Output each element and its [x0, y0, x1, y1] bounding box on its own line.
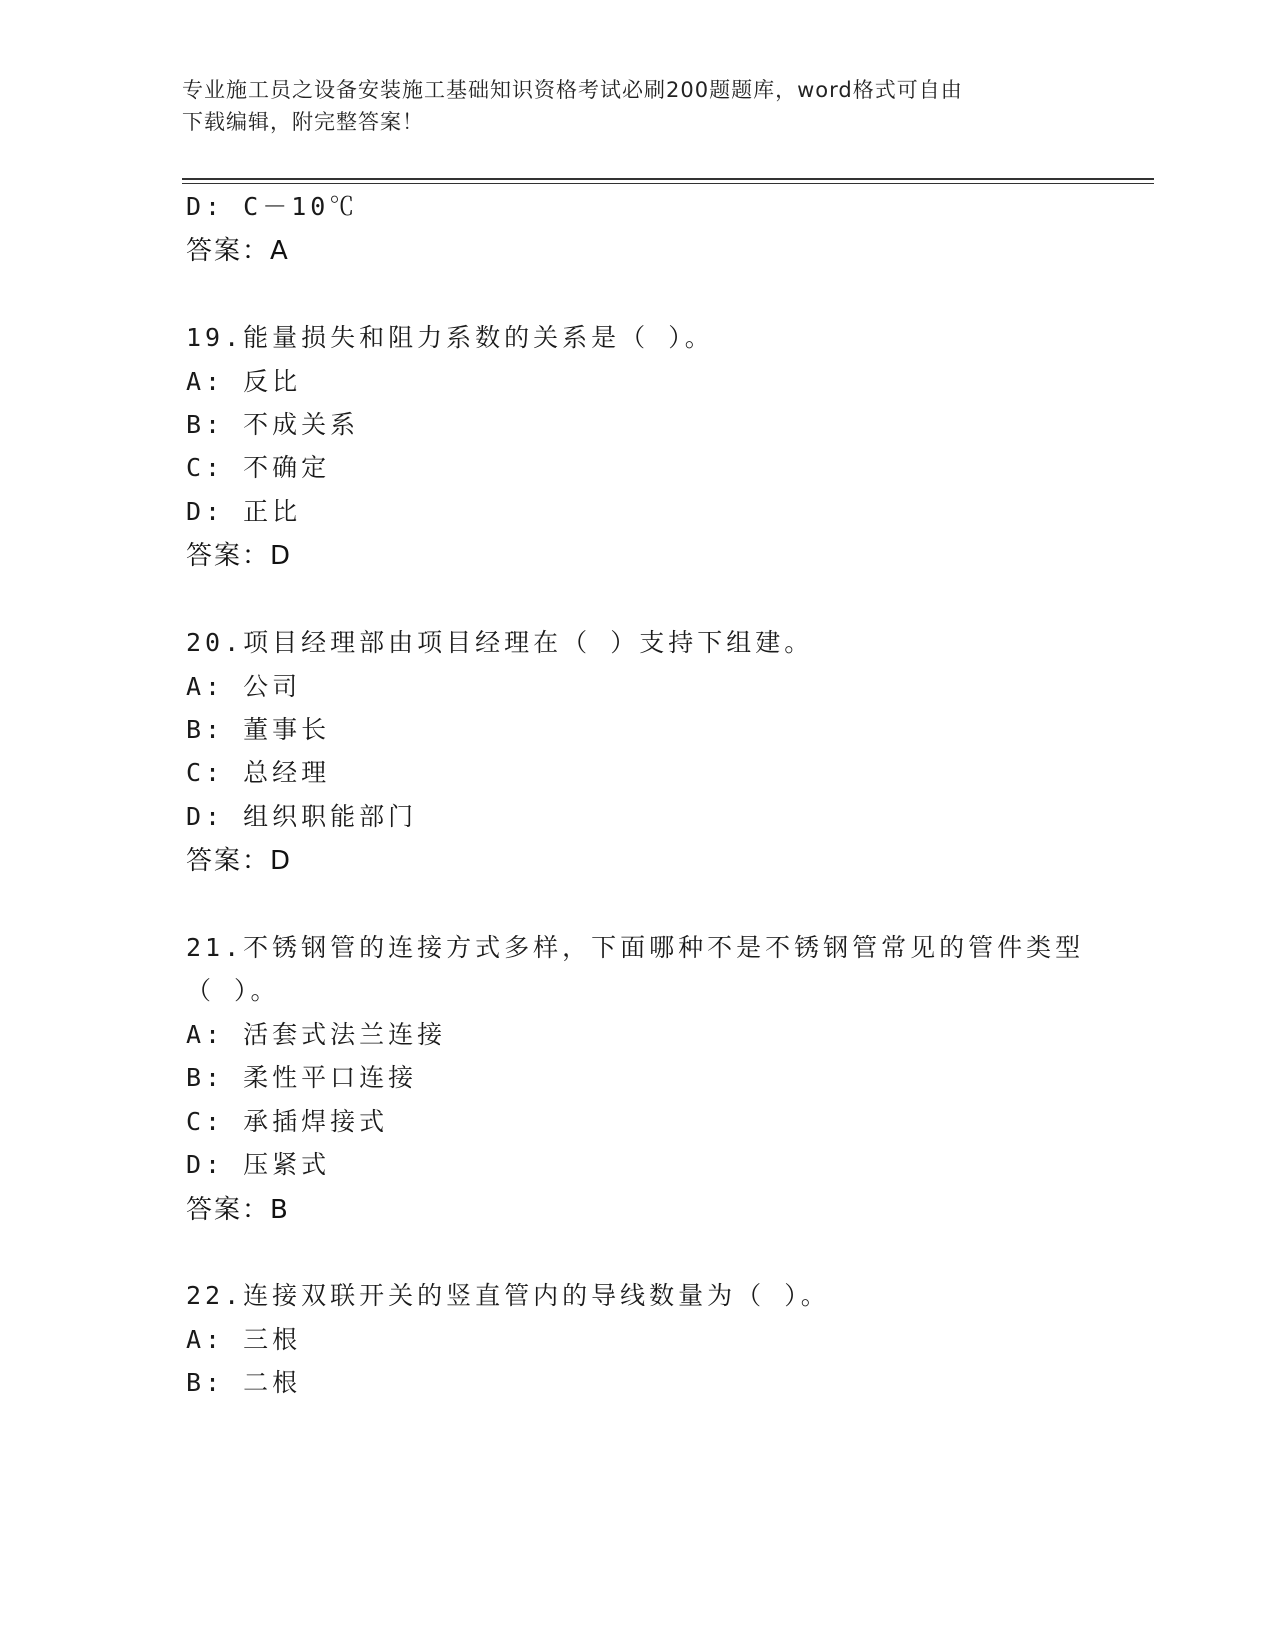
- q19-option-b: B: 不成关系: [186, 410, 360, 439]
- q19-answer: 答案：D: [186, 541, 293, 571]
- header-line-2: 下载编辑，附完整答案！: [182, 110, 424, 134]
- q21-option-a: A: 活套式法兰连接: [186, 1020, 447, 1049]
- header-line-1: 专业施工员之设备安装施工基础知识资格考试必刷200题题库，word格式可自由: [182, 78, 963, 102]
- document-header: [182, 74, 1062, 138]
- q20-option-a: A: 公司: [186, 672, 302, 701]
- q22-option-a: A: 三根: [186, 1325, 302, 1354]
- q21-stem-line-2: （ ）。: [186, 976, 280, 1005]
- q19-option-a: A: 反比: [186, 367, 302, 396]
- q21-option-c: C: 承插焊接式: [186, 1107, 389, 1136]
- q20-option-d: D: 组织职能部门: [186, 802, 418, 831]
- q21-stem-line-1: 21.不锈钢管的连接方式多样，下面哪种不是不锈钢管常见的管件类型: [186, 933, 1085, 962]
- q19-stem: 19.能量损失和阻力系数的关系是（ ）。: [186, 323, 714, 352]
- q18-option-d: D: C－10℃: [186, 192, 359, 221]
- header-divider-thin: [182, 183, 1154, 184]
- q20-option-c: C: 总经理: [186, 758, 331, 787]
- q20-option-b: B: 董事长: [186, 715, 331, 744]
- q20-stem: 20.项目经理部由项目经理在（ ）支持下组建。: [186, 628, 814, 657]
- q22-option-b: B: 二根: [186, 1368, 302, 1397]
- q21-option-d: D: 压紧式: [186, 1150, 331, 1179]
- q22-stem: 22.连接双联开关的竖直管内的导线数量为（ ）。: [186, 1281, 830, 1310]
- q20-answer: 答案：D: [186, 846, 293, 876]
- q18-answer: 答案：A: [186, 236, 290, 266]
- q19-option-c: C: 不确定: [186, 453, 331, 482]
- q21-answer: 答案：B: [186, 1195, 290, 1225]
- q21-option-b: B: 柔性平口连接: [186, 1063, 418, 1092]
- header-divider-thick: [182, 178, 1154, 180]
- q19-option-d: D: 正比: [186, 497, 302, 526]
